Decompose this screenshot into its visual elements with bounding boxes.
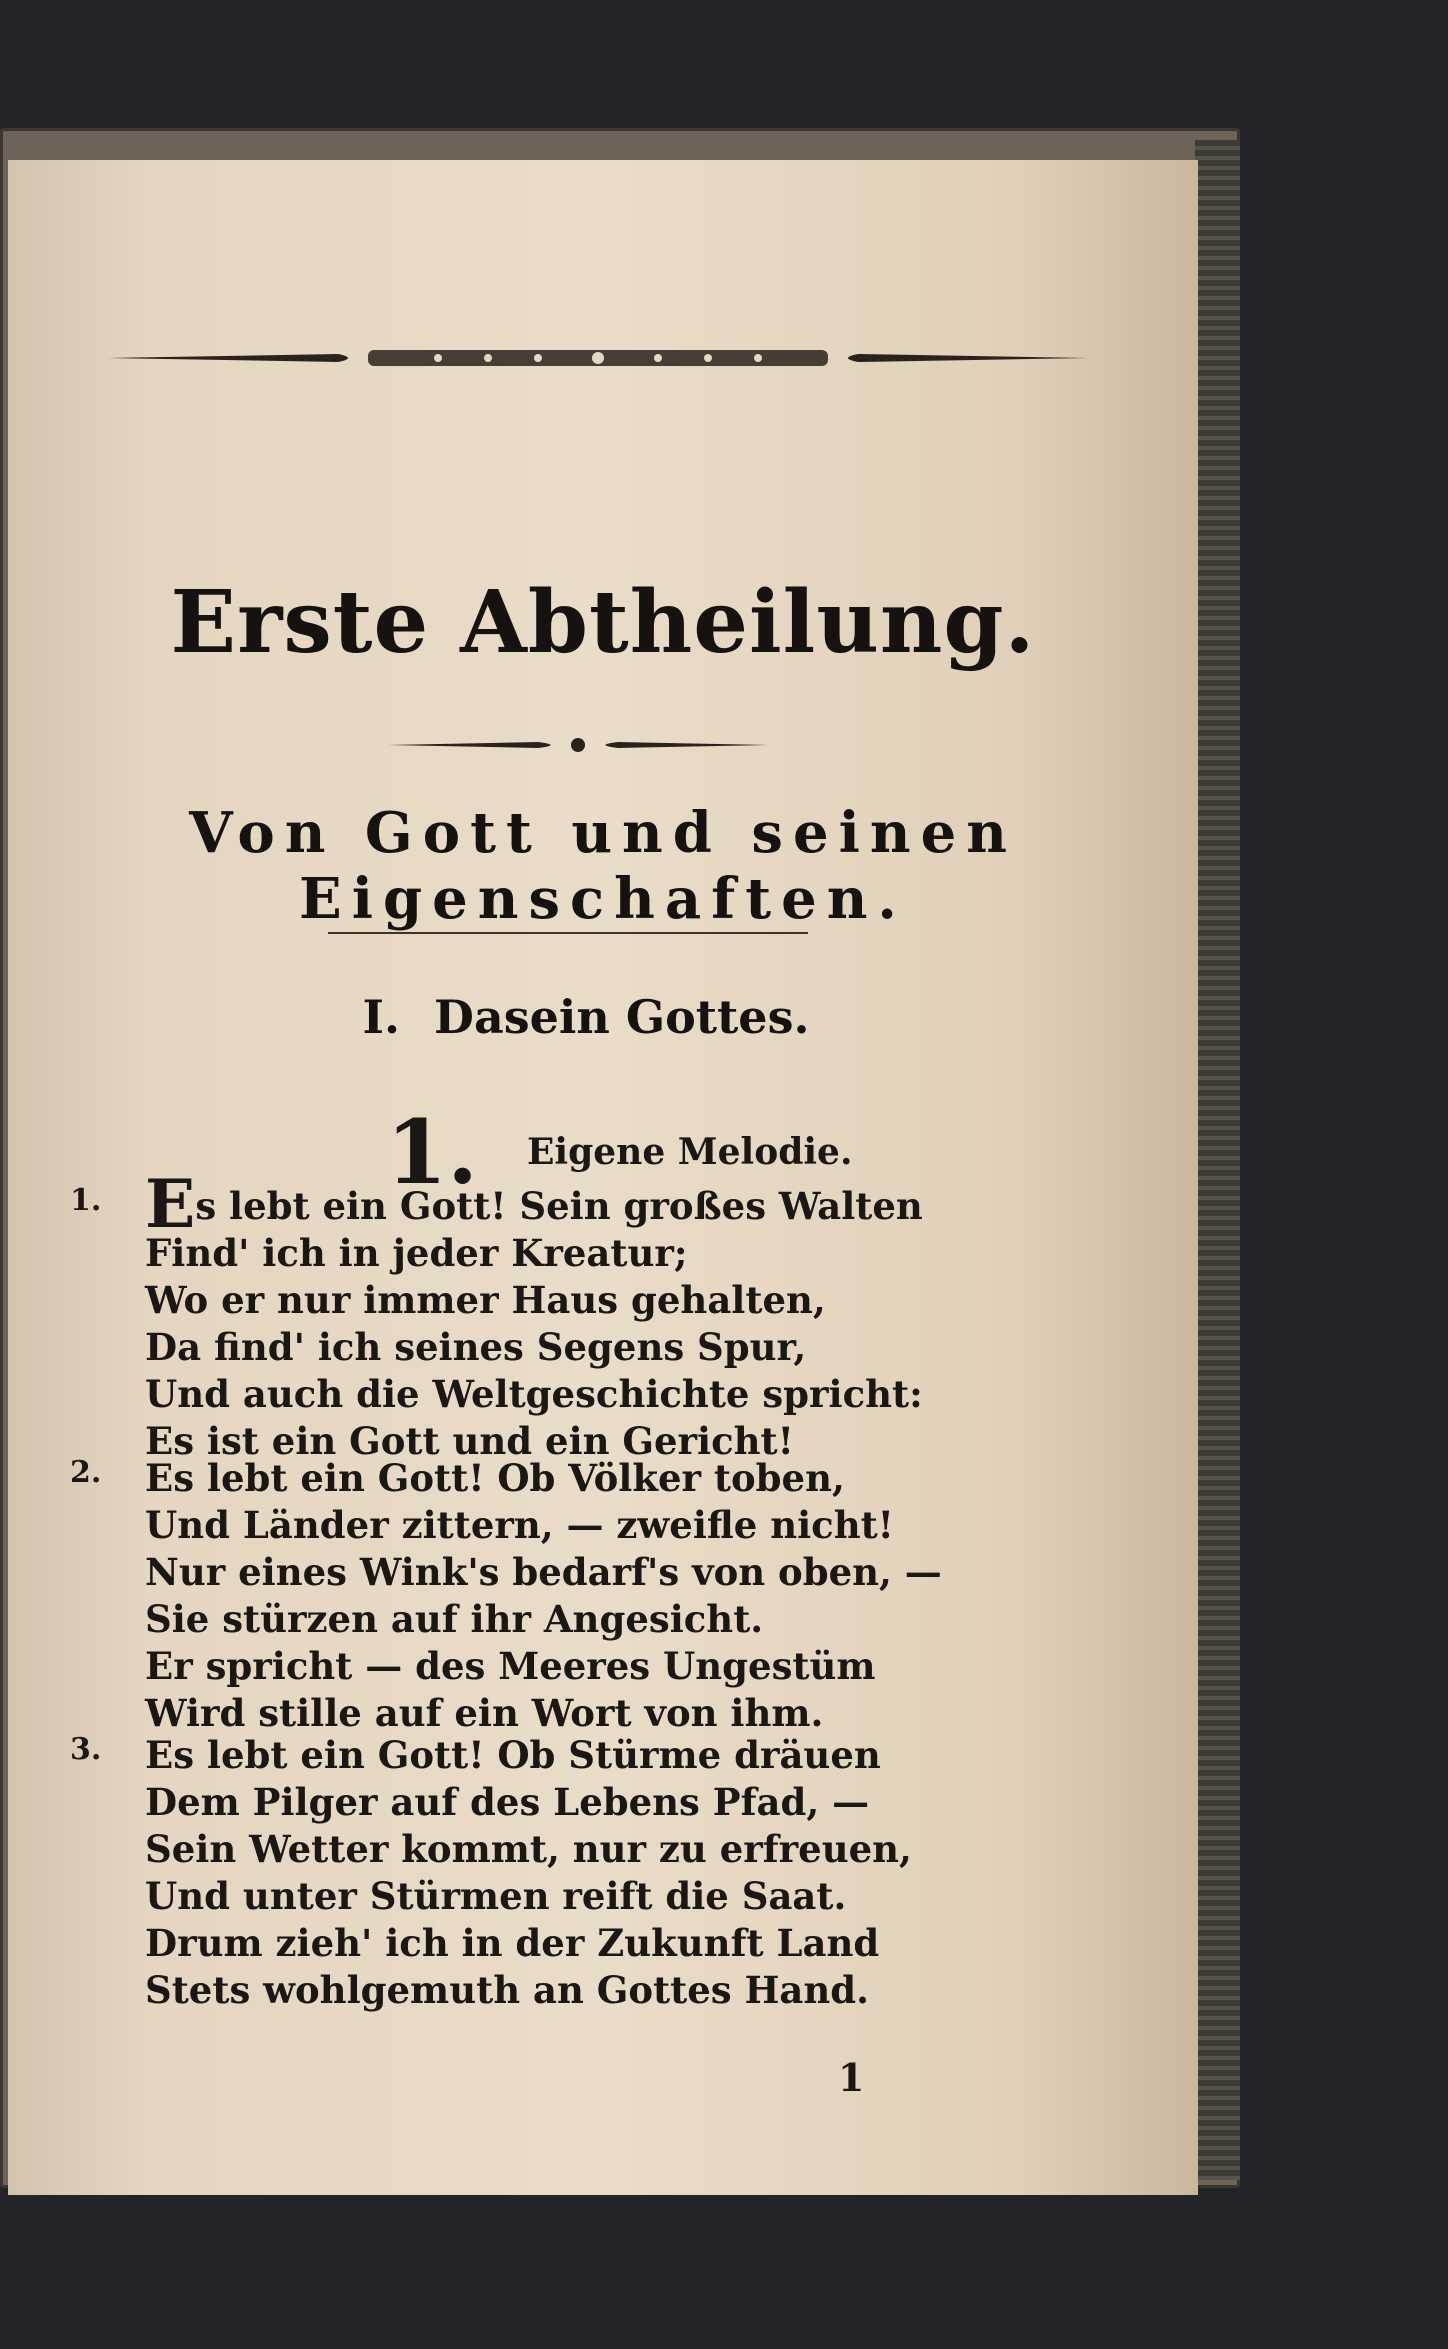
header-ornament bbox=[108, 338, 1088, 378]
page-number: 1 bbox=[838, 2055, 865, 2100]
hymn-number: 1. bbox=[386, 1100, 478, 1204]
stanza-line: Find' ich in jeder Kreatur; bbox=[145, 1231, 688, 1275]
stanza-line: Es lebt ein Gott! Ob Stürme dräuen bbox=[145, 1733, 881, 1777]
drop-cap: E bbox=[145, 1165, 196, 1243]
stanza-line: Und unter Stürmen reift die Saat. bbox=[145, 1874, 847, 1918]
stanza-line: Stets wohlgemuth an Gottes Hand. bbox=[145, 1968, 870, 2012]
stanza-line: Und Länder zittern, — zweifle nicht! bbox=[145, 1503, 894, 1547]
stanza-line: Sie stürzen auf ihr Angesicht. bbox=[145, 1597, 764, 1641]
stanza-line: Dem Pilger auf des Lebens Pfad, — bbox=[145, 1780, 870, 1824]
stanza-line: Sein Wetter kommt, nur zu erfreuen, bbox=[145, 1827, 912, 1871]
section-numeral: I. bbox=[362, 990, 401, 1044]
stanza-line: Wo er nur immer Haus gehalten, bbox=[145, 1278, 826, 1322]
stanza-line bbox=[145, 1165, 923, 1243]
first-line-rest: s lebt ein Gott! Sein großes Walten bbox=[195, 1184, 923, 1228]
horizontal-rule bbox=[328, 932, 808, 934]
stanza-line: Er spricht — des Meeres Ungestüm bbox=[145, 1644, 876, 1688]
section-heading bbox=[8, 990, 1198, 1044]
stanza-line: Es ist ein Gott und ein Gericht! bbox=[145, 1419, 794, 1463]
divider-ornament bbox=[388, 730, 768, 760]
stanza-line: Es lebt ein Gott! Ob Völker toben, bbox=[145, 1456, 845, 1500]
page-title: Erste Abtheilung. bbox=[170, 572, 1036, 673]
stanza-number: 3. bbox=[70, 1732, 102, 1767]
stanza-line: Nur eines Wink's bedarf's von oben, — bbox=[145, 1550, 942, 1594]
stanza-line: Und auch die Weltgeschichte spricht: bbox=[145, 1372, 923, 1416]
stanza-line: Wird stille auf ein Wort von ihm. bbox=[145, 1691, 824, 1735]
page-stack-edge bbox=[1195, 140, 1240, 2180]
section-subtitle: Von Gott und seinen Eigenschaften. bbox=[189, 800, 1017, 932]
stanza-number: 1. bbox=[70, 1183, 102, 1218]
book-page bbox=[8, 160, 1198, 2195]
melody-label: Eigene Melodie. bbox=[526, 1131, 853, 1173]
section-name: Dasein Gottes. bbox=[434, 990, 810, 1044]
stanza-number: 2. bbox=[70, 1455, 102, 1490]
stanza-line: Drum zieh' ich in der Zukunft Land bbox=[145, 1921, 880, 1965]
stanza-line: Da find' ich seines Segens Spur, bbox=[145, 1325, 807, 1369]
